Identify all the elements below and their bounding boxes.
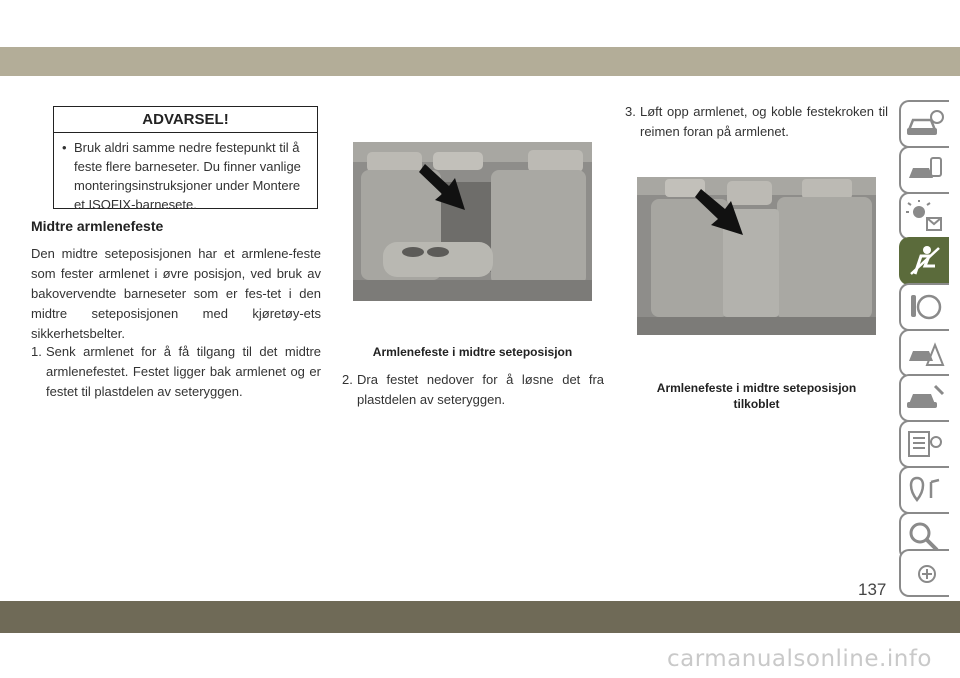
watermark: carmanualsonline.info [666,646,932,672]
photo-armrest-connected [637,177,876,335]
tab-emergency[interactable] [899,329,949,377]
section-heading: Midtre armlenefeste [31,218,164,234]
search-icon [905,520,945,552]
step-3 [625,102,888,142]
photo-armrest-anchor [353,142,592,301]
service-icon [905,382,945,414]
caption-line-1: Armlenefeste i midtre seteposisjon [656,381,857,395]
seat-illustration [637,177,876,335]
index-icon [905,557,945,589]
step-number: 1. [31,344,42,359]
emergency-icon [905,337,945,369]
starting-driving-icon [905,291,945,323]
footer-band [0,601,960,633]
child-seat-safety-icon [905,244,945,278]
warning-body [54,133,317,214]
warning-text: Bruk aldri samme nedre festepunkt til å feste flere barneseter. Du finner vanlige monteringsinstruksjoner under Montere et ISOFIX-barnesete. [74,140,301,212]
step-number: 3. [625,104,636,119]
figure-2-caption [637,380,876,412]
step-text: Løft opp armlenet, og koble festekroken til reimen foran på armlenet. [640,104,888,139]
warning-title: ADVARSEL! [54,107,317,133]
step-2 [342,370,604,410]
intro-paragraph: Den midtre seteposisjonen har et armlene-feste som fester armlenet i øvre posisjon, ved bruk av bakovervendte barneseter som er fes-tet i den midtre seteposisjonen med kjøretøy-ets sikkerhetsbelter. [31,246,321,341]
step-1 [31,342,321,402]
step-text: Senk armlenet for å få tilgang til det midtre armlenefestet. Festet ligger bak armlenet og er festet til plastdelen av seteryggen. [46,344,321,399]
tab-specifications[interactable] [899,420,949,468]
seat-illustration [353,142,592,301]
tab-starting-driving[interactable] [899,283,949,331]
tab-multimedia[interactable] [899,466,949,514]
caption-line-2: tilkoblet [733,397,780,411]
warning-box [53,106,318,212]
header-band [0,47,960,76]
tab-index[interactable] [899,549,949,597]
tab-dashboard[interactable] [899,146,949,194]
page-number: 137 [858,580,887,599]
figure-1-caption: Armlenefeste i midtre seteposisjon [372,345,573,359]
tab-lights[interactable] [899,192,949,240]
bullet: • [62,140,67,155]
dashboard-warning-icon [905,154,945,186]
tab-child-seat-safety[interactable] [899,237,949,285]
step-text: Dra festet nedover for å løsne det fra plastdelen av seteryggen. [357,372,604,407]
car-info-icon [905,108,945,140]
lights-icon [905,200,945,232]
tab-car-info[interactable] [899,100,949,148]
specs-icon [905,428,945,460]
step-number: 2. [342,372,353,387]
tab-service[interactable] [899,374,949,422]
multimedia-icon [905,474,945,506]
